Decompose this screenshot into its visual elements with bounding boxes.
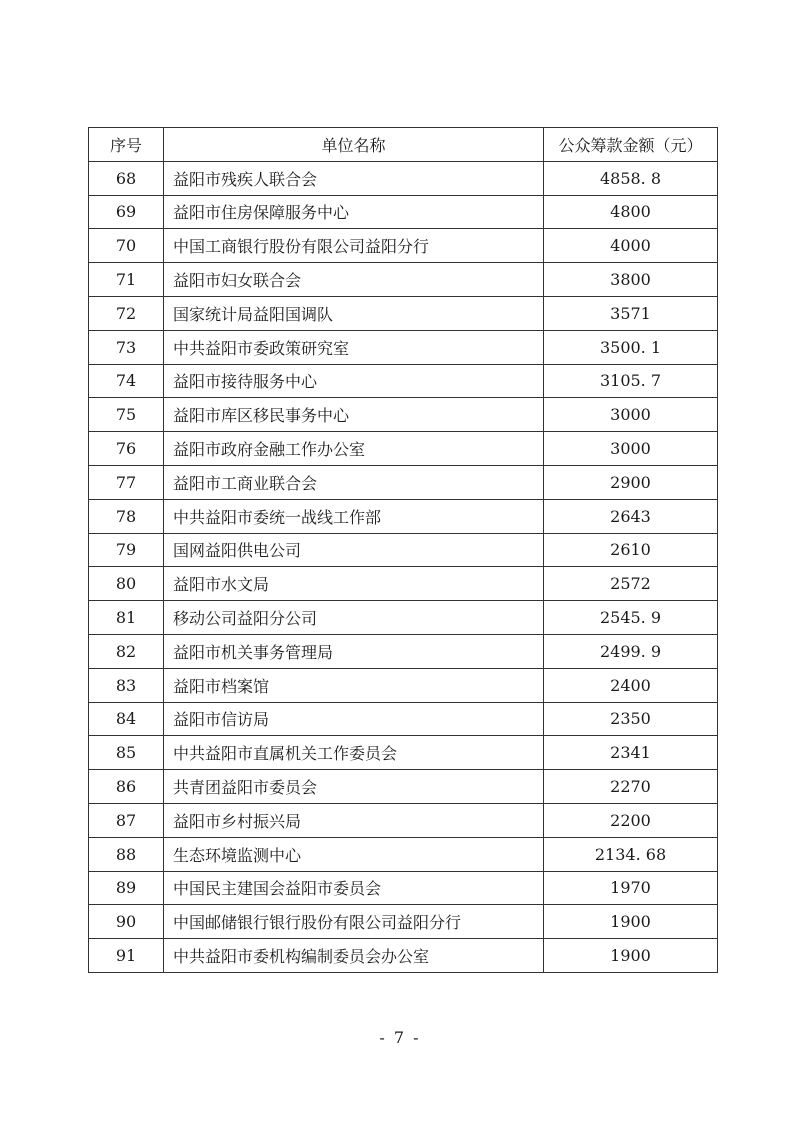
cell-unit-name: 中国工商银行股份有限公司益阳分行 xyxy=(164,229,544,263)
table-row xyxy=(89,195,718,229)
table-row xyxy=(89,432,718,466)
cell-serial-number: 72 xyxy=(89,296,164,330)
table-row xyxy=(89,330,718,364)
cell-unit-name: 中国邮储银行银行股份有限公司益阳分行 xyxy=(164,905,544,939)
cell-unit-name: 中共益阳市委政策研究室 xyxy=(164,330,544,364)
table-header-row xyxy=(89,128,718,162)
cell-serial-number: 90 xyxy=(89,905,164,939)
cell-donation-amount: 1970 xyxy=(544,871,718,905)
cell-unit-name: 益阳市妇女联合会 xyxy=(164,263,544,297)
table-row xyxy=(89,634,718,668)
cell-donation-amount: 4858. 8 xyxy=(544,161,718,195)
cell-unit-name: 国家统计局益阳国调队 xyxy=(164,296,544,330)
table-row xyxy=(89,398,718,432)
cell-unit-name: 中共益阳市委机构编制委员会办公室 xyxy=(164,939,544,973)
table-row xyxy=(89,770,718,804)
table-row xyxy=(89,161,718,195)
cell-donation-amount: 3500. 1 xyxy=(544,330,718,364)
header-serial-number: 序号 xyxy=(89,128,164,162)
cell-donation-amount: 4800 xyxy=(544,195,718,229)
table-row xyxy=(89,465,718,499)
table-row xyxy=(89,905,718,939)
cell-unit-name: 中国民主建国会益阳市委员会 xyxy=(164,871,544,905)
table-row xyxy=(89,296,718,330)
cell-serial-number: 84 xyxy=(89,702,164,736)
cell-serial-number: 81 xyxy=(89,601,164,635)
cell-serial-number: 91 xyxy=(89,939,164,973)
cell-unit-name: 移动公司益阳分公司 xyxy=(164,601,544,635)
cell-donation-amount: 1900 xyxy=(544,939,718,973)
cell-donation-amount: 2341 xyxy=(544,736,718,770)
cell-unit-name: 中共益阳市直属机关工作委员会 xyxy=(164,736,544,770)
cell-unit-name: 中共益阳市委统一战线工作部 xyxy=(164,499,544,533)
cell-serial-number: 75 xyxy=(89,398,164,432)
table-row xyxy=(89,364,718,398)
cell-serial-number: 76 xyxy=(89,432,164,466)
cell-serial-number: 74 xyxy=(89,364,164,398)
cell-serial-number: 86 xyxy=(89,770,164,804)
cell-unit-name: 益阳市机关事务管理局 xyxy=(164,634,544,668)
cell-donation-amount: 2900 xyxy=(544,465,718,499)
cell-donation-amount: 2545. 9 xyxy=(544,601,718,635)
table-row xyxy=(89,837,718,871)
cell-serial-number: 73 xyxy=(89,330,164,364)
cell-serial-number: 89 xyxy=(89,871,164,905)
cell-unit-name: 益阳市残疾人联合会 xyxy=(164,161,544,195)
cell-unit-name: 生态环境监测中心 xyxy=(164,837,544,871)
cell-donation-amount: 3000 xyxy=(544,432,718,466)
cell-unit-name: 益阳市住房保障服务中心 xyxy=(164,195,544,229)
cell-unit-name: 益阳市接待服务中心 xyxy=(164,364,544,398)
table-row xyxy=(89,871,718,905)
cell-serial-number: 83 xyxy=(89,668,164,702)
table-header xyxy=(89,128,718,162)
cell-donation-amount: 2350 xyxy=(544,702,718,736)
cell-donation-amount: 2400 xyxy=(544,668,718,702)
cell-donation-amount: 1900 xyxy=(544,905,718,939)
header-donation-amount: 公众筹款金额（元） xyxy=(544,128,718,162)
cell-unit-name: 益阳市政府金融工作办公室 xyxy=(164,432,544,466)
cell-donation-amount: 2572 xyxy=(544,567,718,601)
cell-serial-number: 71 xyxy=(89,263,164,297)
header-unit-name: 单位名称 xyxy=(164,128,544,162)
cell-unit-name: 益阳市工商业联合会 xyxy=(164,465,544,499)
cell-donation-amount: 2610 xyxy=(544,533,718,567)
table-row xyxy=(89,601,718,635)
cell-donation-amount: 3800 xyxy=(544,263,718,297)
cell-serial-number: 82 xyxy=(89,634,164,668)
cell-serial-number: 87 xyxy=(89,803,164,837)
cell-serial-number: 77 xyxy=(89,465,164,499)
donation-table xyxy=(88,127,718,973)
table-row xyxy=(89,702,718,736)
cell-unit-name: 益阳市乡村振兴局 xyxy=(164,803,544,837)
cell-serial-number: 80 xyxy=(89,567,164,601)
cell-donation-amount: 2643 xyxy=(544,499,718,533)
table-row xyxy=(89,229,718,263)
cell-unit-name: 益阳市库区移民事务中心 xyxy=(164,398,544,432)
cell-unit-name: 益阳市水文局 xyxy=(164,567,544,601)
cell-serial-number: 70 xyxy=(89,229,164,263)
cell-unit-name: 国网益阳供电公司 xyxy=(164,533,544,567)
cell-donation-amount: 2499. 9 xyxy=(544,634,718,668)
table-row xyxy=(89,939,718,973)
page-number: - 7 - xyxy=(379,1028,421,1047)
cell-unit-name: 益阳市档案馆 xyxy=(164,668,544,702)
cell-serial-number: 88 xyxy=(89,837,164,871)
cell-donation-amount: 2200 xyxy=(544,803,718,837)
cell-serial-number: 69 xyxy=(89,195,164,229)
table-row xyxy=(89,533,718,567)
cell-donation-amount: 4000 xyxy=(544,229,718,263)
table-row xyxy=(89,567,718,601)
table-row xyxy=(89,803,718,837)
cell-donation-amount: 2270 xyxy=(544,770,718,804)
cell-donation-amount: 3571 xyxy=(544,296,718,330)
cell-serial-number: 78 xyxy=(89,499,164,533)
cell-donation-amount: 2134. 68 xyxy=(544,837,718,871)
table-row xyxy=(89,499,718,533)
table-row xyxy=(89,263,718,297)
table-row xyxy=(89,736,718,770)
table-body xyxy=(89,161,718,972)
cell-serial-number: 68 xyxy=(89,161,164,195)
cell-unit-name: 共青团益阳市委员会 xyxy=(164,770,544,804)
cell-unit-name: 益阳市信访局 xyxy=(164,702,544,736)
table-row xyxy=(89,668,718,702)
cell-serial-number: 85 xyxy=(89,736,164,770)
cell-donation-amount: 3105. 7 xyxy=(544,364,718,398)
cell-serial-number: 79 xyxy=(89,533,164,567)
cell-donation-amount: 3000 xyxy=(544,398,718,432)
